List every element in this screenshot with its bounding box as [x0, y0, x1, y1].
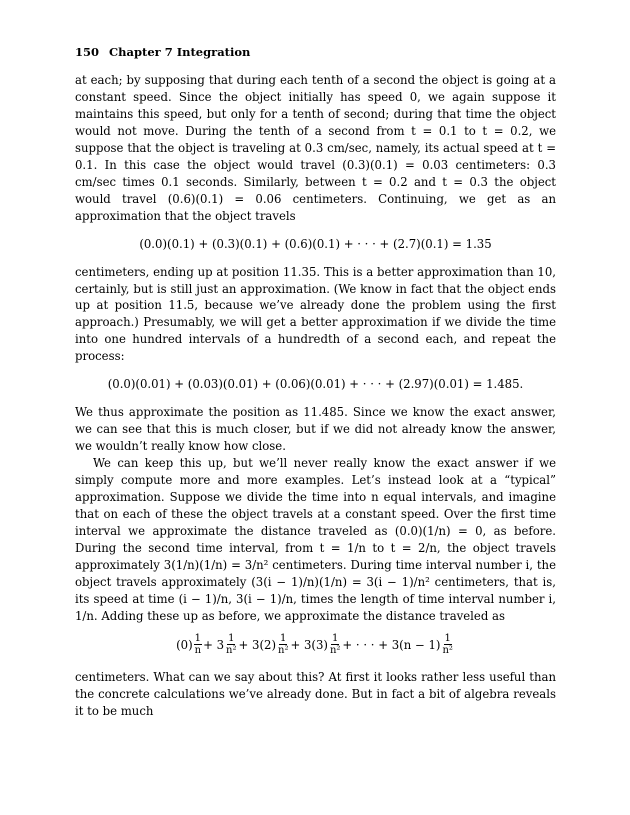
equation-1: (0.0)(0.1) + (0.3)(0.1) + (0.6)(0.1) + · · · + (2.7)(0.1) = 1.35: [139, 236, 492, 251]
eq3-fraction-5: [441, 633, 453, 656]
paragraph-3: We thus approximate the position as 11.485. Since we know the exact answer, we can see that this is much closer, but if we did not already know the answer, we wouldn’t really know how close.: [75, 405, 556, 454]
fraction-numerator: 1: [194, 633, 202, 645]
fraction-denominator: n²: [278, 645, 289, 657]
paragraph-5: centimeters. What can we say about this? At first it looks rather less useful than the concrete calculations we’ve already done. But in fact a bit of algebra reveals it to be much: [75, 669, 556, 718]
equation-3: [75, 633, 556, 657]
fraction-numerator: 1: [280, 633, 287, 645]
equation-2: (0.0)(0.01) + (0.03)(0.01) + (0.06)(0.01) + · · · + (2.97)(0.01) = 1.485.: [107, 377, 524, 392]
fraction-numerator: 1: [331, 633, 339, 645]
fraction-denominator: n²: [329, 645, 341, 657]
eq3-term-3: + 3(2): [238, 637, 276, 652]
eq3-fraction-4: [329, 633, 341, 656]
running-head: [75, 44, 556, 60]
page: [75, 44, 556, 720]
fraction-denominator: n: [194, 645, 202, 657]
paragraph-4: We can keep this up, but we’ll never really know the exact answer if we simply compute more and more examples. Let’s instead look at a “typical” approximation. Suppose we divide the time into n equal intervals, and imagine that on each of these the object travels at a constant speed. Over the first time interval we approximate the distance traveled as (0.0)(1/n) = 0, as before. During the second time interval, from t = 1/n to t = 2/n, the object travels approximately 3(1/n)(1/n) = 3/n² centimeters. During time interval number i, the object travels approximately (3(i − 1)/n)(1/n) = 3(i − 1)/n² centimeters, that is, its speed at time (i − 1)/n, 3(i − 1)/n, times the length of time interval number i, 1/n. Adding these up as before, we approximate the distance traveled as: [75, 456, 556, 623]
eq3-term-1: (0): [176, 637, 193, 652]
fraction-denominator: n²: [226, 645, 237, 657]
fraction-numerator: 1: [444, 633, 451, 645]
fraction-numerator: 1: [228, 633, 235, 645]
paragraph-1: at each; by supposing that during each tenth of a second the object is going at a constant speed. Since the object initially has speed 0, we again suppose it maintains this speed, but only for a tenth of second; during that time the object would not move. During the tenth of a second from t = 0.1 to t = 0.2, we suppose that the object is traveling at 0.3 cm/sec, namely, its actual speed at t = 0.1. In this case the object would travel (0.3)(0.1) = 0.03 centimeters: 0.3 cm/sec times 0.1 seconds. Similarly, between t = 0.2 and t = 0.3 the object would travel (0.6)(0.1) = 0.06 centimeters. Continuing, we get as an approximation that the object travels: [75, 73, 556, 223]
eq3-term-2: + 3: [203, 637, 225, 652]
eq3-fraction-3: [277, 633, 289, 656]
paragraph-2: centimeters, ending up at position 11.35. This is a better approximation than 10, certainly, but is still just an approximation. (We know in fact that the object ends up at position 11.5, because we’ve already done the problem using the first approach.) Presumably, we will get a better approximation if we divide the time into one hundred intervals of a hundredth of a second each, and repeat the process:: [75, 264, 556, 364]
page-number: 150: [75, 45, 100, 59]
chapter-title: Chapter 7 Integration: [109, 45, 251, 59]
eq3-fraction-2: [225, 633, 237, 656]
eq3-term-5: + · · · + 3(n − 1): [342, 637, 441, 652]
fraction-denominator: n²: [442, 645, 453, 657]
eq3-term-4: + 3(3): [290, 637, 328, 652]
eq3-fraction-1: [194, 633, 202, 656]
